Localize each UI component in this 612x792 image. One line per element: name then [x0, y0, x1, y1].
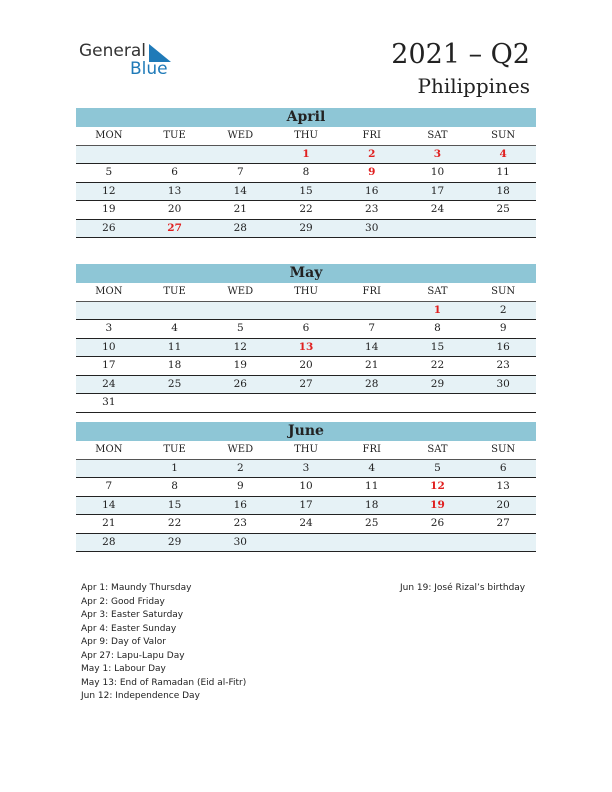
week-row	[76, 339, 536, 358]
day-cell: 24	[299, 517, 313, 529]
day-cell: 28	[233, 221, 247, 234]
day-cell: 26	[233, 377, 247, 390]
day-cell: 20	[167, 203, 182, 215]
day-cell: 15	[167, 498, 182, 511]
week-row	[76, 183, 536, 202]
holiday-note: Jun 19: José Rizal’s birthday	[400, 583, 526, 593]
weekday-label: THU	[294, 286, 318, 297]
holiday-date: 19	[430, 498, 445, 511]
month-calendar-may	[76, 264, 536, 413]
day-cell: 17	[430, 184, 445, 197]
weekday-label: MON	[95, 130, 123, 141]
weekday-label: SAT	[427, 444, 448, 455]
day-cell: 17	[299, 498, 313, 511]
weekday-label: FRI	[362, 130, 381, 141]
day-cell: 7	[105, 480, 113, 492]
day-cell: 21	[233, 203, 247, 215]
day-cell: 12	[102, 184, 116, 197]
day-cell: 20	[496, 498, 510, 511]
day-cell: 3	[105, 322, 113, 334]
day-cell: 22	[430, 359, 445, 371]
holiday-date: 1	[433, 303, 442, 316]
day-cell: 18	[496, 184, 510, 197]
day-cell: 19	[233, 359, 247, 371]
weekday-label: TUE	[163, 286, 186, 297]
day-cell: 11	[365, 480, 379, 492]
day-cell: 8	[434, 322, 441, 334]
holiday-notes-left	[81, 582, 246, 704]
holiday-date: 27	[167, 221, 182, 234]
day-cell: 20	[299, 359, 313, 371]
day-cell: 21	[102, 517, 116, 529]
day-cell: 5	[236, 322, 244, 334]
day-cell: 27	[299, 377, 313, 390]
day-cell: 22	[299, 203, 313, 215]
week-row	[76, 302, 536, 321]
week-row	[76, 320, 536, 339]
weekday-label: SAT	[427, 286, 448, 297]
day-cell: 28	[365, 377, 379, 390]
day-cell: 14	[102, 498, 116, 511]
day-cell: 19	[102, 203, 116, 215]
day-cell: 13	[496, 480, 510, 492]
holiday-note: Apr 4: Easter Sunday	[81, 623, 177, 634]
country-title: Philippines	[417, 74, 530, 98]
weekday-label: THU	[294, 130, 318, 141]
week-row	[76, 497, 536, 516]
holiday-date: 13	[298, 340, 314, 353]
logo-text-blue: Blue	[130, 59, 168, 79]
holiday-date: 4	[499, 147, 507, 160]
day-cell: 6	[171, 166, 178, 178]
logo-text-general: General	[79, 41, 146, 61]
day-cell: 16	[496, 340, 510, 353]
day-cell: 25	[365, 517, 379, 529]
month-calendar-june	[76, 422, 536, 552]
day-cell: 25	[496, 203, 510, 215]
holiday-date: 12	[430, 480, 445, 492]
day-cell: 23	[496, 359, 510, 371]
day-cell: 5	[434, 461, 441, 474]
holiday-note: May 1: Labour Day	[81, 664, 166, 674]
day-cell: 10	[430, 166, 445, 178]
week-row	[76, 201, 536, 220]
weekday-label: FRI	[362, 286, 381, 297]
weekday-label: TUE	[163, 444, 186, 455]
day-cell: 5	[105, 166, 113, 178]
day-cell: 9	[236, 480, 244, 492]
day-cell: 29	[299, 221, 313, 234]
day-cell: 16	[365, 184, 379, 197]
day-cell: 4	[171, 322, 178, 334]
day-cell: 8	[302, 166, 310, 178]
holiday-note: Apr 3: Easter Saturday	[81, 610, 184, 620]
week-row	[76, 460, 536, 479]
week-row	[76, 515, 536, 534]
day-cell: 30	[496, 377, 510, 390]
weekday-label: MON	[95, 286, 123, 297]
week-row	[76, 376, 536, 395]
holiday-note: Apr 2: Good Friday	[81, 596, 165, 607]
day-cell: 9	[499, 322, 507, 334]
day-cell: 18	[365, 498, 379, 511]
day-cell: 6	[499, 461, 507, 474]
weekday-label: WED	[227, 130, 254, 141]
day-cell: 26	[430, 517, 445, 529]
holiday-note: Jun 12: Independence Day	[81, 691, 200, 701]
day-cell: 7	[236, 166, 244, 178]
day-cell: 3	[302, 461, 310, 474]
day-cell: 26	[102, 221, 116, 234]
weekday-label: SUN	[491, 130, 516, 141]
week-row	[76, 146, 536, 165]
day-cell: 8	[171, 480, 178, 492]
weekday-label: SAT	[427, 130, 448, 141]
weekday-label: SUN	[491, 286, 516, 297]
holiday-note: Apr 9: Day of Valor	[81, 637, 166, 647]
day-cell: 1	[171, 461, 178, 474]
day-cell: 30	[233, 535, 247, 548]
holiday-note: May 13: End of Ramadan (Eid al-Fitr)	[81, 677, 247, 688]
week-row	[76, 357, 536, 376]
day-cell: 17	[102, 359, 116, 371]
weekday-header-row	[76, 283, 536, 302]
week-row	[76, 220, 536, 239]
holiday-date: 9	[368, 166, 376, 178]
weekday-header-row	[76, 441, 536, 460]
day-cell: 6	[302, 322, 310, 334]
month-title: April	[76, 108, 536, 127]
weekday-header-row	[76, 127, 536, 146]
period-title: 2021 – Q2	[391, 39, 530, 70]
weekday-label: FRI	[362, 444, 381, 455]
day-cell: 15	[430, 340, 445, 353]
page-header	[391, 38, 530, 100]
day-cell: 21	[365, 359, 379, 371]
day-cell: 25	[167, 377, 182, 390]
day-cell: 23	[233, 517, 247, 529]
holiday-date: 1	[302, 147, 310, 160]
day-cell: 10	[102, 340, 116, 353]
day-cell: 14	[365, 340, 379, 353]
weekday-label: MON	[95, 444, 123, 455]
day-cell: 2	[499, 303, 507, 316]
day-cell: 18	[167, 359, 182, 371]
weekday-label: WED	[227, 286, 254, 297]
day-cell: 13	[167, 184, 182, 197]
day-cell: 14	[233, 184, 247, 197]
day-cell: 4	[368, 461, 376, 474]
general-blue-logo	[79, 41, 179, 81]
month-title: May	[76, 264, 536, 283]
day-cell: 11	[496, 166, 510, 178]
holiday-date: 3	[433, 147, 442, 160]
day-cell: 30	[365, 221, 379, 234]
day-cell: 7	[368, 322, 376, 334]
day-cell: 15	[299, 184, 313, 197]
day-cell: 27	[496, 517, 510, 529]
day-cell: 12	[233, 340, 247, 353]
day-cell: 2	[236, 461, 244, 474]
day-cell: 10	[299, 480, 313, 492]
day-cell: 29	[430, 377, 445, 390]
week-row	[76, 478, 536, 497]
day-cell: 29	[167, 535, 182, 548]
week-row	[76, 164, 536, 183]
week-row	[76, 394, 536, 413]
day-cell: 16	[233, 498, 247, 511]
month-title: June	[76, 422, 536, 441]
week-row	[76, 534, 536, 553]
day-cell: 24	[102, 377, 116, 390]
weekday-label: THU	[294, 444, 318, 455]
weekday-label: SUN	[491, 444, 516, 455]
day-cell: 22	[167, 517, 182, 529]
holiday-note: Apr 27: Lapu-Lapu Day	[81, 650, 185, 661]
weekday-label: TUE	[163, 130, 186, 141]
day-cell: 28	[102, 535, 116, 548]
month-calendar-april	[76, 108, 536, 238]
holiday-note: Apr 1: Maundy Thursday	[81, 583, 192, 593]
day-cell: 23	[365, 203, 379, 215]
holiday-date: 2	[368, 147, 376, 160]
holiday-notes-right	[400, 582, 525, 596]
day-cell: 11	[167, 340, 182, 353]
day-cell: 24	[430, 203, 445, 215]
weekday-label: WED	[227, 444, 254, 455]
day-cell: 31	[102, 396, 116, 408]
